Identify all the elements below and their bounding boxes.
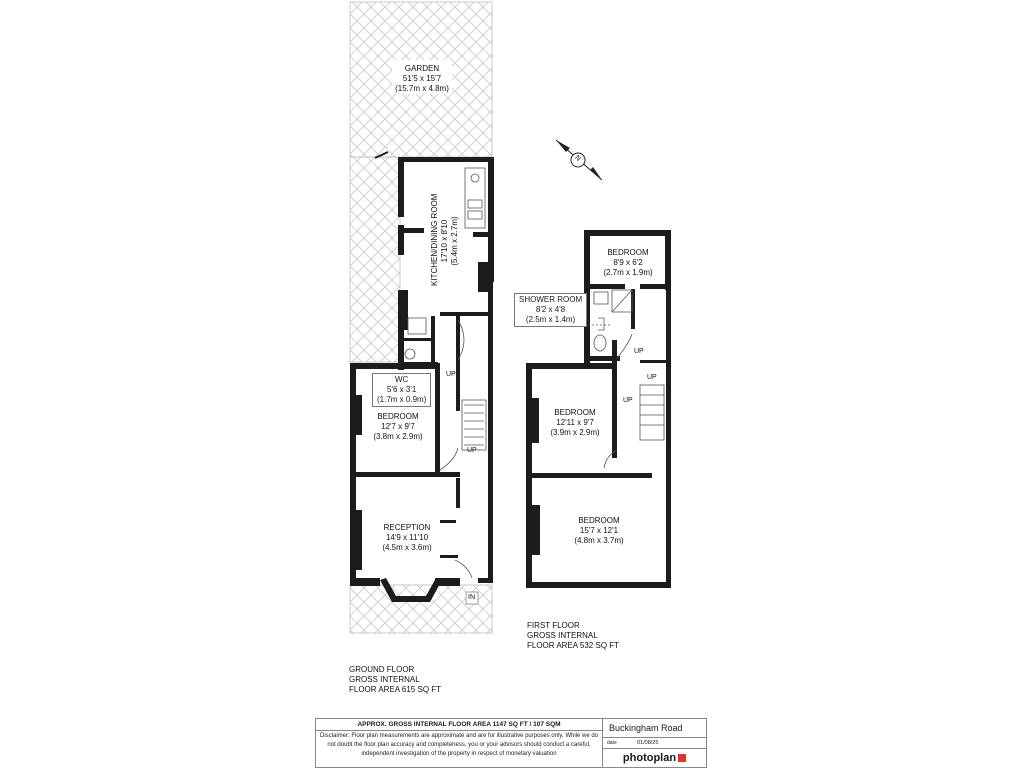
- room-dims-metric: (5.4m x 2.7m): [450, 216, 459, 266]
- entrance-label: IN: [468, 594, 475, 601]
- disclaimer-text: Disclaimer: Floor plan measurements are approximate and are for illustrative purposes only. While we do not doubt the floor plan accuracy and completeness, you or your advisors should conduct a careful, independent investigation of the property in respect of monetary valuation: [319, 733, 598, 757]
- room-dims: 8'9 x 6'2: [613, 258, 643, 267]
- brand-logo: [603, 749, 706, 768]
- room-dims-metric: (2.7m x 1.9m): [603, 268, 653, 277]
- garden-label: [392, 64, 452, 94]
- wc-label: [372, 373, 431, 407]
- room-dims-metric: (4.5m x 3.6m): [382, 543, 432, 552]
- caption-line: GROSS INTERNAL: [527, 631, 598, 640]
- room-dims-metric: (2.5m x 1.4m): [525, 315, 576, 324]
- room-name: BEDROOM: [377, 412, 419, 421]
- room-name: KITCHEN/DINING ROOM: [430, 193, 439, 286]
- brand-name: photoplan: [622, 752, 677, 764]
- room-name: WC: [395, 375, 409, 384]
- title-block: [315, 718, 707, 768]
- title-block-right: [603, 719, 706, 767]
- large-bedroom-label: [566, 516, 632, 546]
- top-bedroom-label: [596, 248, 660, 278]
- room-name: BEDROOM: [578, 516, 620, 525]
- ground-floor-caption: [349, 665, 441, 695]
- title-block-left: [316, 719, 603, 767]
- caption-line: FLOOR AREA 532 SQ FT: [527, 641, 620, 650]
- garden-dims-metric: (15.7m x 4.8m): [395, 84, 449, 93]
- stair-up-label: UP: [446, 371, 456, 378]
- room-dims-metric: (3.8m x 2.9m): [373, 432, 423, 441]
- room-name: BEDROOM: [607, 248, 649, 257]
- property-address: Buckingham Road: [603, 719, 706, 738]
- shower-room-label: [514, 293, 587, 327]
- garden-name: GARDEN: [404, 64, 440, 73]
- gross-area-title: APPROX. GROSS INTERNAL FLOOR AREA 1147 SQ FT / 107 SQM: [316, 719, 602, 731]
- room-dims: 12'11 x 9'7: [556, 418, 594, 427]
- kitchen-dining-label: [430, 193, 460, 286]
- first-floor-caption: [527, 621, 619, 651]
- room-dims: 5'6 x 3'1: [387, 385, 417, 394]
- stair-up-label: UP: [634, 348, 644, 355]
- room-dims-metric: (1.7m x 0.9m): [377, 395, 427, 404]
- compass-north-label: N: [573, 154, 582, 163]
- garden-dims: 51'5 x 15'7: [402, 74, 442, 83]
- caption-line: FIRST FLOOR: [527, 621, 580, 630]
- room-name: SHOWER ROOM: [519, 295, 583, 304]
- date-value: 01/08/25: [637, 740, 659, 746]
- room-name: BEDROOM: [554, 408, 596, 417]
- room-dims-metric: (4.8m x 3.7m): [574, 536, 624, 545]
- caption-line: GROSS INTERNAL: [349, 675, 420, 684]
- stair-up-label: UP: [647, 374, 657, 381]
- reception-label: [375, 523, 439, 553]
- caption-line: FLOOR AREA 615 SQ FT: [349, 685, 442, 694]
- brand-mark-icon: [678, 754, 686, 762]
- room-dims-metric: (3.9m x 2.9m): [550, 428, 600, 437]
- room-dims: 17'10 x 8'10: [440, 219, 449, 263]
- middle-bedroom-label: [542, 408, 608, 438]
- date-row: [603, 738, 706, 749]
- caption-line: GROUND FLOOR: [349, 665, 415, 674]
- room-dims: 12'7 x 9'7: [381, 422, 415, 431]
- room-dims: 8'2 x 4'8: [535, 305, 566, 314]
- ground-bedroom-label: [368, 412, 428, 442]
- stair-up-label: UP: [623, 397, 633, 404]
- room-dims: 15'7 x 12'1: [579, 526, 619, 535]
- date-label: date: [607, 740, 617, 746]
- room-dims: 14'9 x 11'10: [385, 533, 429, 542]
- stair-up-label: UP: [467, 447, 477, 454]
- room-name: RECEPTION: [383, 523, 431, 532]
